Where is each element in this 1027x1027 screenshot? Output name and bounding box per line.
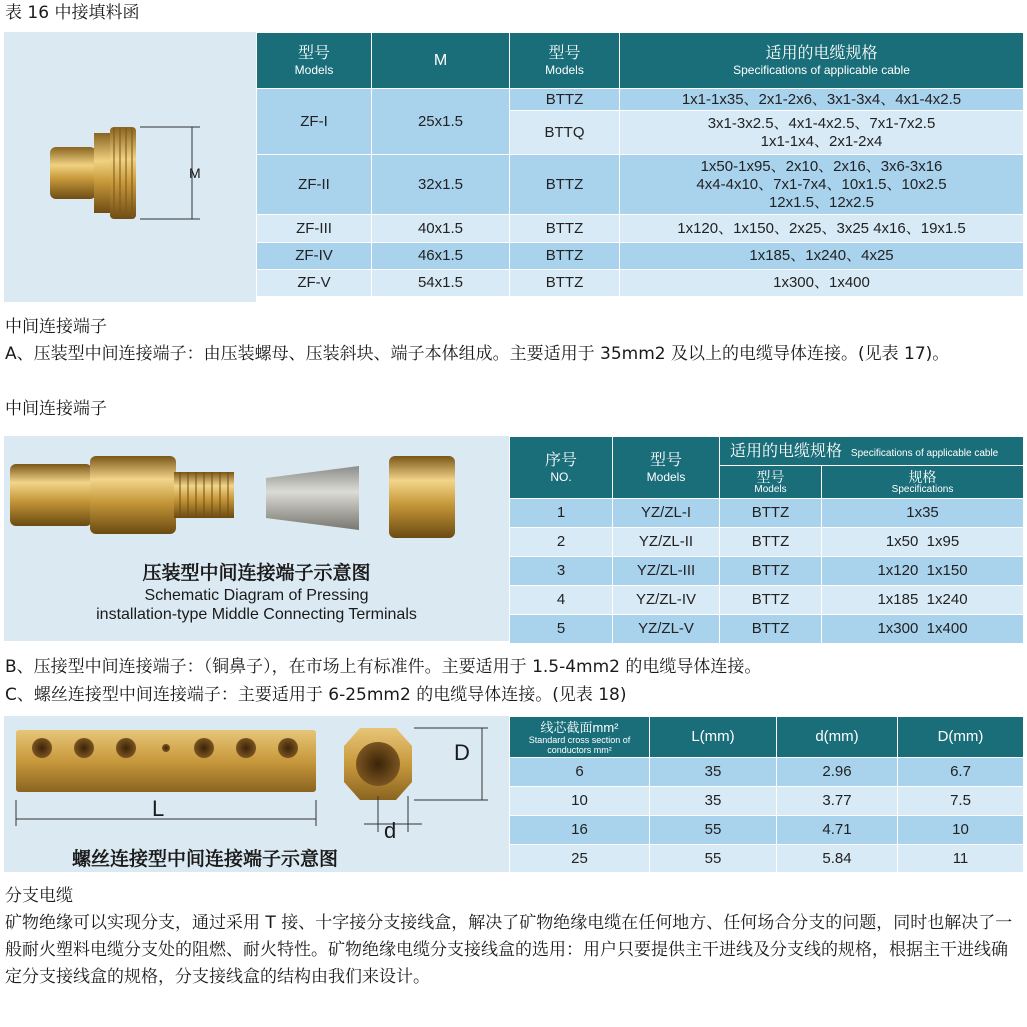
paragraph-a: A、压装型中间连接端子：由压装螺母、压装斜块、端子本体组成。主要适用于 35mm2 及以上的电缆导体连接。(见表 17)。 — [5, 344, 950, 364]
cell-area: 10 — [510, 787, 650, 816]
paragraph-c: C、螺丝连接型中间连接端子：主要适用于 6-25mm2 的电缆导体连接。(见表 18) — [5, 685, 627, 705]
header-sub-spec-cn: 规格 — [908, 468, 937, 485]
table-row — [257, 155, 1024, 215]
header-L: L(mm) — [650, 717, 777, 758]
table-row — [510, 787, 1024, 816]
header-no-cn: 序号 — [544, 452, 577, 469]
label-d: d — [384, 818, 397, 843]
cell-D: 11 — [898, 845, 1024, 873]
header-model-en: Models — [646, 470, 686, 484]
table-row — [510, 586, 1024, 615]
cell-type: BTTZ — [510, 89, 620, 111]
cell-area: 16 — [510, 816, 650, 845]
section-heading: 中间连接端子 — [5, 317, 107, 337]
cell-spec: 1x185、1x240、4x25 — [620, 243, 1024, 270]
table-row — [510, 557, 1024, 586]
header-spec-cn: 适用的电缆规格 — [765, 45, 878, 62]
pressing-caption-cn: 压装型中间连接端子示意图 — [142, 562, 371, 584]
cell-m: 46x1.5 — [372, 243, 510, 270]
header-m: M — [372, 33, 510, 89]
paragraph-b: B、压接型中间连接端子：（铜鼻子），在市场上有标准件。主要适用于 1.5-4mm2 的电缆导体连接。 — [5, 657, 762, 677]
header-area-cn: 线芯截面mm² — [540, 719, 619, 735]
cell-spec: 3x1-3x2.5、4x1-4x2.5、7x1-7x2.5 1x1-1x4、2x1-2x4 — [620, 111, 1024, 155]
cell-type: BTTZ — [720, 557, 822, 586]
header-spec-en: Specifications of applicable cable — [733, 63, 910, 77]
cell-spec: 1x120、1x150、2x25、3x25 4x16、19x1.5 — [620, 215, 1024, 243]
cell-d: 5.84 — [777, 845, 898, 873]
cell-type: BTTZ — [720, 499, 822, 528]
cell-m: 25x1.5 — [372, 89, 510, 155]
table-row — [510, 528, 1024, 557]
pressing-caption-en2: installation-type Middle Connecting Terminals — [96, 606, 417, 623]
cell-spec: 1x50-1x95、2x10、2x16、3x6-3x16 4x4-4x10、7x1-7x4、10x1.5、10x2.5 12x1.5、12x2.5 — [620, 155, 1024, 215]
cell-model: ZF-III — [257, 215, 372, 243]
header-d: d(mm) — [777, 717, 898, 758]
cell-area: 6 — [510, 758, 650, 787]
header-area-en1: Standard cross section of — [528, 734, 631, 745]
cell-d: 2.96 — [777, 758, 898, 787]
header-model2-cn: 型号 — [548, 45, 581, 62]
cell-model: YZ/ZL-I — [613, 499, 720, 528]
cell-type: BTTZ — [720, 586, 822, 615]
header-area-en2: conductors mm² — [547, 744, 612, 755]
header-spec-en: Specifications of applicable cable — [850, 447, 999, 459]
cell-no: 2 — [510, 528, 613, 557]
cell-type: BTTZ — [720, 615, 822, 644]
header-model2-en: Models — [545, 63, 584, 77]
screw-caption-cn: 螺丝连接型中间连接端子示意图 — [72, 848, 339, 870]
table-row — [510, 499, 1024, 528]
section-heading-2: 中间连接端子 — [5, 399, 107, 419]
section-heading-3: 分支电缆 — [5, 886, 73, 906]
cell-spec: 1x1-1x35、2x1-2x6、3x1-3x4、4x1-4x2.5 — [620, 89, 1024, 111]
header-sub-model-cn: 型号 — [756, 468, 785, 485]
dimension-m-label: M — [189, 165, 201, 181]
table16 — [256, 32, 1024, 297]
header-model-cn: 型号 — [297, 45, 330, 62]
cell-model: ZF-V — [257, 270, 372, 297]
label-L: L — [152, 796, 165, 821]
cell-model: YZ/ZL-IV — [613, 586, 720, 615]
table-row — [257, 270, 1024, 297]
cell-spec: 1x120 1x150 — [822, 557, 1024, 586]
header-no-en: NO. — [550, 470, 572, 484]
table-row — [510, 845, 1024, 873]
cell-type: BTTZ — [510, 243, 620, 270]
table16-title: 表 16 中接填料函 — [5, 3, 140, 23]
header-sub-spec-en: Specifications — [891, 483, 954, 495]
cell-spec: 1x300、1x400 — [620, 270, 1024, 297]
cell-area: 25 — [510, 845, 650, 873]
cell-spec: 1x185 1x240 — [822, 586, 1024, 615]
header-sub-model-en: Models — [754, 483, 787, 495]
header-model-cn: 型号 — [649, 452, 682, 469]
cell-d: 4.71 — [777, 816, 898, 845]
cell-type: BTTZ — [510, 215, 620, 243]
pressing-terminal-image — [4, 436, 509, 641]
cell-no: 1 — [510, 499, 613, 528]
cell-d: 3.77 — [777, 787, 898, 816]
cell-type: BTTZ — [510, 270, 620, 297]
cell-model: ZF-II — [257, 155, 372, 215]
cell-L: 35 — [650, 758, 777, 787]
cell-type: BTTZ — [720, 528, 822, 557]
pressing-caption-en1: Schematic Diagram of Pressing — [144, 587, 369, 604]
screw-terminal-image — [4, 716, 509, 872]
cell-spec: 1x50 1x95 — [822, 528, 1024, 557]
cell-L: 35 — [650, 787, 777, 816]
cell-model: ZF-I — [257, 89, 372, 155]
cell-model: YZ/ZL-III — [613, 557, 720, 586]
header-model-en: Models — [294, 63, 334, 77]
table-row — [510, 615, 1024, 644]
paragraph-branch: 矿物绝缘可以实现分支，通过采用 T 接、十字接分支接线盒，解决了矿物绝缘电缆在任何地方、任何场合分支的问题，同时也解决了一般耐火塑料电缆分支处的阻燃、耐火特性。矿物绝缘电缆分支接线盒的选用：用户只要提供主干进线及分支线的规格，根据主干进线确定分支接线盒的规格，分支接线盒的结构由我们来设计。 — [5, 913, 1013, 987]
cell-spec: 1x300 1x400 — [822, 615, 1024, 644]
cell-model: ZF-IV — [257, 243, 372, 270]
table-row — [257, 243, 1024, 270]
cell-m: 54x1.5 — [372, 270, 510, 297]
cell-type: BTTQ — [510, 111, 620, 155]
cell-m: 32x1.5 — [372, 155, 510, 215]
cell-type: BTTZ — [510, 155, 620, 215]
cell-D: 7.5 — [898, 787, 1024, 816]
table18 — [509, 716, 1024, 873]
filler-box-image — [4, 32, 256, 302]
table-row — [257, 215, 1024, 243]
cell-L: 55 — [650, 845, 777, 873]
cell-no: 3 — [510, 557, 613, 586]
cell-no: 5 — [510, 615, 613, 644]
cell-L: 55 — [650, 816, 777, 845]
table17 — [509, 436, 1024, 644]
cell-spec: 1x35 — [822, 499, 1024, 528]
table-row — [510, 816, 1024, 845]
table-row — [257, 89, 1024, 111]
cell-no: 4 — [510, 586, 613, 615]
cell-m: 40x1.5 — [372, 215, 510, 243]
header-spec-cn: 适用的电缆规格 — [730, 442, 843, 460]
cell-model: YZ/ZL-V — [613, 615, 720, 644]
cell-model: YZ/ZL-II — [613, 528, 720, 557]
table-row — [510, 758, 1024, 787]
cell-D: 6.7 — [898, 758, 1024, 787]
label-D: D — [454, 740, 470, 765]
header-D: D(mm) — [898, 717, 1024, 758]
cell-D: 10 — [898, 816, 1024, 845]
